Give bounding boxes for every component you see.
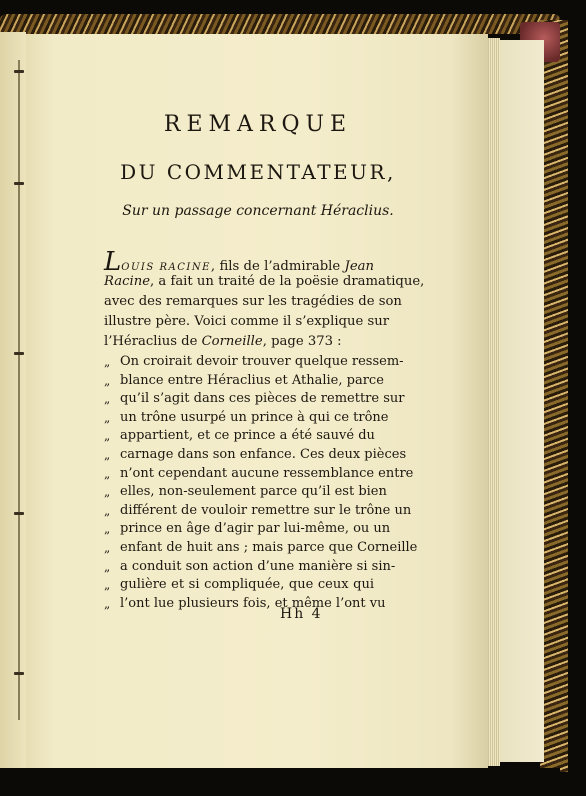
quote-mark: „ [104,485,111,500]
quote-text: un trône usurpé un prince à qui ce trône [120,409,389,425]
quote-text: carnage dans son enfance. Ces deux pièces [120,447,407,462]
quote-line [104,426,374,446]
quote-line [104,445,407,465]
quote-line [104,538,418,558]
quote-text: a conduit son action d’une manière si sin- [120,558,396,574]
quote-line [104,464,414,484]
heading-subtitle: Sur un passage concernant Héraclius. [122,203,394,219]
quote-text: prince en âge d’agir par lui-même, ou un [120,521,391,537]
quote-line [104,389,405,409]
quote-text: l’ont lue plusieurs fois, et même l’ont vu [120,595,386,611]
intro-line: LOUIS RACINE, fils de l’admirable Jean [104,247,374,277]
intro-line: illustre père. Voici comme il s’explique sur [104,314,390,329]
intro-line: avec des remarques sur les tragédies de son [104,294,402,309]
book-cover-top-edge [0,14,560,34]
bottom-shadow [0,768,560,796]
binding-stitch [14,672,24,675]
quote-mark: „ [104,392,111,407]
facing-page-edge [0,32,26,770]
quote-line [104,594,386,614]
quote-mark: „ [104,410,111,425]
page-stack-edge [488,38,500,766]
quote-text: On croirait devoir trouver quelque ressem- [120,354,404,369]
quote-line [104,352,404,372]
binding-thread [18,60,20,720]
quote-text: enfant de huit ans ; mais parce que Corneille [120,540,418,555]
quote-mark: „ [104,503,111,518]
quote-mark: „ [104,522,111,537]
quote-line [104,557,396,577]
quote-text: différent de vouloir remettre sur le trône un [120,502,412,518]
heading-commentateur: DU COMMENTATEUR, [120,160,396,184]
quote-mark: „ [104,559,111,574]
quote-mark: „ [104,448,111,462]
quote-line [104,519,391,539]
intro-line: Racine, a fait un traité de la poësie dramatique, [104,274,425,289]
binding-stitch [14,70,24,73]
quote-line [104,482,387,502]
quote-mark: „ [104,355,111,369]
quote-text: blance entre Héraclius et Athalie, parce [120,372,384,388]
binding-stitch [14,352,24,355]
quote-text: appartient, et ce prince a été sauvé du [120,428,375,444]
heading-remarque: REMARQUE [163,112,353,137]
book-cover-right-edge [540,20,568,772]
quote-line [104,408,389,428]
binding-stitch [14,182,24,185]
quote-mark: „ [104,596,111,611]
binding-stitch [14,512,24,515]
quote-text: gulière et si compliquée, que ceux qui [120,577,374,593]
quote-text: elles, non-seulement parce qu’il est bien [120,484,387,500]
quote-mark: „ [104,373,111,388]
quote-line [104,575,374,595]
quote-mark: „ [104,466,111,481]
drop-cap: L [104,247,122,277]
endpaper [500,40,544,762]
quote-text: qu’il s’agit dans ces pièces de remettre sur [120,391,405,407]
signature-mark: Hh 4 [280,606,323,622]
quote-text: n’ont cependant aucune ressemblance entre [120,465,414,481]
intro-line: l’Héraclius de Corneille, page 373 : [104,334,342,349]
quote-mark: „ [104,541,111,555]
quote-line [104,501,412,521]
quote-mark: „ [104,429,111,444]
quote-mark: „ [104,578,111,593]
quote-line [104,371,384,391]
